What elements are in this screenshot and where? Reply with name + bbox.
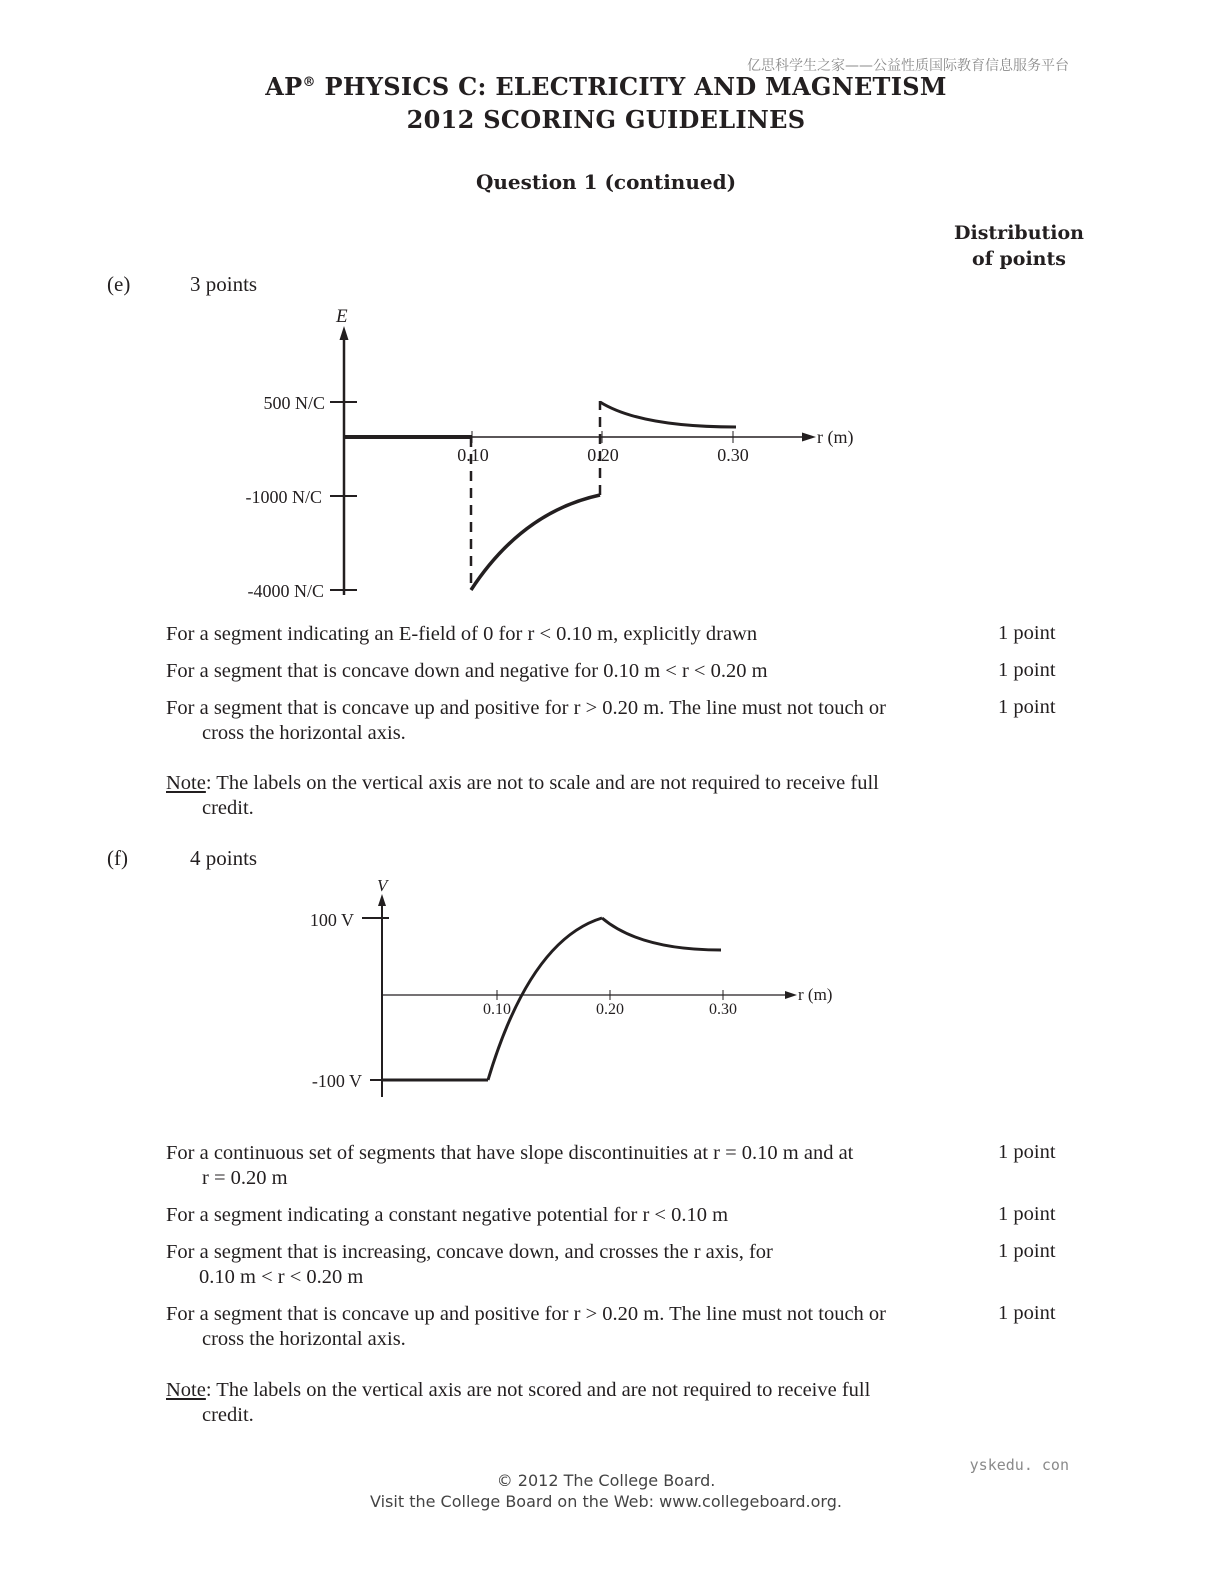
v-ytick-label-100: 100 V	[309, 910, 354, 930]
v-ytick-label-neg100: -100 V	[311, 1071, 362, 1091]
e-ytick-label-neg4000: -4000 N/C	[247, 581, 324, 601]
e-criterion-3-cont: cross the horizontal axis.	[202, 722, 406, 744]
e-graph-y-arrow	[340, 326, 349, 340]
f-criterion-2-points: 1 point	[998, 1203, 1056, 1225]
f-criterion-4-text: For a segment that is concave up and positive for r > 0.20 m. The line must not touch or	[166, 1303, 887, 1325]
v-xtick-label-030: 0.30	[709, 1001, 737, 1018]
v-increasing-segment	[488, 918, 602, 1080]
v-graph-x-label: r (m)	[798, 985, 833, 1004]
e-graph-x-label: r (m)	[817, 427, 854, 447]
f-criterion-4-cont: cross the horizontal axis.	[202, 1328, 406, 1350]
e-criterion-3-text: For a segment that is concave up and positive for r > 0.20 m. The line must not touch or	[166, 697, 887, 719]
e-criterion-1: For a segment indicating an E-field of 0 for r < 0.10 m, explicitly drawn	[166, 623, 758, 645]
f-criterion-4-points: 1 point	[998, 1302, 1056, 1324]
e-xtick-label-030: 0.30	[717, 445, 749, 465]
f-note-cont: credit.	[202, 1404, 254, 1426]
f-criterion-1	[166, 1141, 956, 1191]
e-criterion-3	[166, 696, 956, 746]
e-graph-y-label: E	[336, 306, 348, 327]
e-note-label: Note	[166, 772, 206, 794]
potential-graph	[0, 860, 1224, 1120]
e-criterion-3-points: 1 point	[998, 696, 1056, 718]
v-graph-y-arrow	[378, 894, 386, 906]
e-negative-segment	[471, 495, 600, 590]
f-criterion-3-points: 1 point	[998, 1240, 1056, 1262]
e-graph-x-arrow	[802, 433, 816, 442]
e-field-graph	[0, 0, 1224, 620]
watermark-top: 亿思科学生之家——公益性质国际教育信息服务平台	[747, 58, 1069, 74]
e-criterion-2: For a segment that is concave down and negative for 0.10 m < r < 0.20 m	[166, 660, 768, 682]
v-xtick-label-010: 0.10	[483, 1001, 511, 1018]
distribution-line2: of points	[972, 248, 1066, 270]
watermark-bottom: yskedu. con	[969, 1456, 1069, 1474]
title-prefix: AP	[265, 72, 303, 101]
f-note	[166, 1378, 956, 1428]
page-subtitle: 2012 SCORING GUIDELINES	[406, 105, 806, 134]
footer-website: Visit the College Board on the Web: www.collegeboard.org.	[370, 1492, 842, 1511]
f-criterion-3	[166, 1240, 956, 1290]
question-heading: Question 1 (continued)	[475, 170, 737, 194]
footer	[0, 1470, 1212, 1512]
f-note-text: : The labels on the vertical axis are not scored and are not required to receive full	[205, 1379, 871, 1401]
e-note-cont: credit.	[202, 797, 254, 819]
f-criterion-2: For a segment indicating a constant negative potential for r < 0.10 m	[166, 1204, 729, 1226]
f-criterion-3-text: For a segment that is increasing, concave down, and crosses the r axis, for	[166, 1241, 773, 1263]
title-rest: PHYSICS C: ELECTRICITY AND MAGNETISM	[315, 72, 947, 101]
distribution-line1: Distribution	[954, 222, 1084, 244]
footer-copyright: © 2012 The College Board.	[496, 1471, 716, 1490]
part-f-points: 4 points	[190, 846, 258, 870]
part-f-label: (f)	[107, 846, 128, 870]
v-decaying-segment	[602, 918, 721, 950]
e-criterion-2-points: 1 point	[998, 659, 1056, 681]
e-positive-segment	[600, 402, 736, 427]
f-criterion-1-cont: r = 0.20 m	[202, 1167, 288, 1189]
v-xtick-label-020: 0.20	[596, 1001, 624, 1018]
e-note	[166, 771, 956, 821]
f-note-label: Note	[166, 1379, 206, 1401]
f-criterion-4	[166, 1302, 956, 1352]
e-xtick-label-010: 0.10	[457, 445, 489, 465]
f-criterion-3-cont: 0.10 m < r < 0.20 m	[199, 1266, 364, 1288]
v-graph-y-label: V	[377, 876, 388, 895]
registered-mark: ®	[302, 75, 316, 90]
e-criterion-1-points: 1 point	[998, 622, 1056, 644]
e-xtick-label-020: 0.20	[587, 445, 619, 465]
e-note-text: : The labels on the vertical axis are not to scale and are not required to receive full	[205, 772, 879, 794]
f-criterion-1-text: For a continuous set of segments that have slope discontinuities at r = 0.10 m and at	[166, 1142, 854, 1164]
part-e-label: (e)	[107, 272, 131, 296]
e-ytick-label-500: 500 N/C	[263, 393, 325, 413]
v-graph-x-arrow	[785, 991, 797, 999]
f-criterion-1-points: 1 point	[998, 1141, 1056, 1163]
part-e-points: 3 points	[190, 272, 258, 296]
e-ytick-label-neg1000: -1000 N/C	[245, 487, 322, 507]
